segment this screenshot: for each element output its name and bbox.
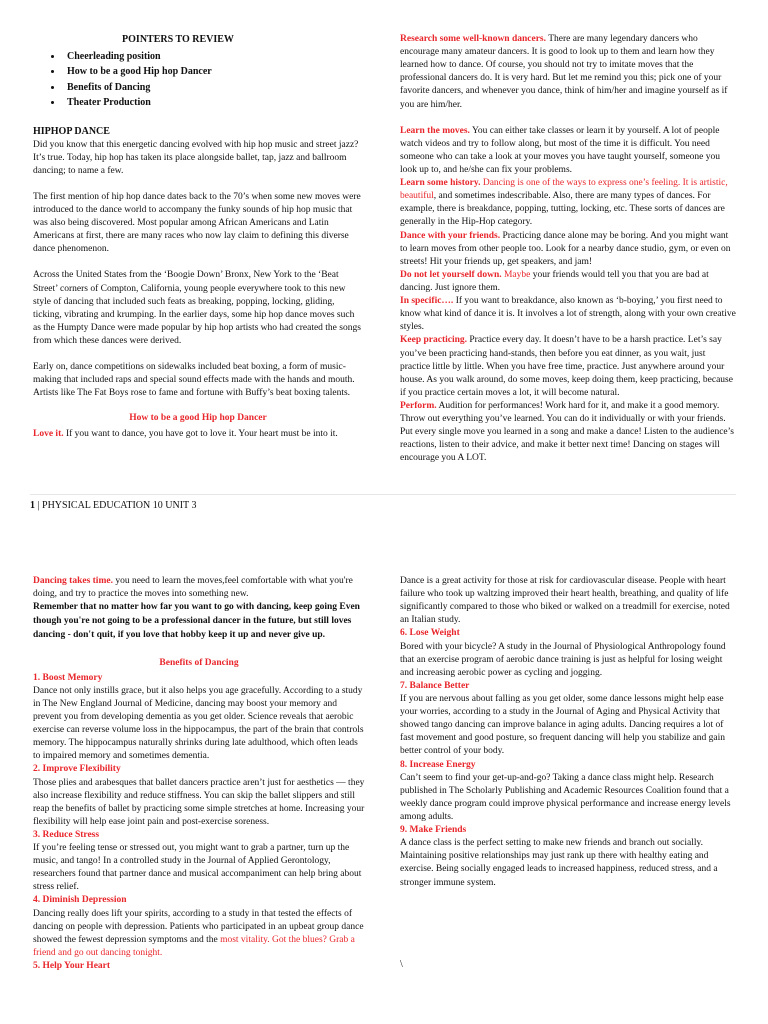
tip-text: There are many legendary dancers who encourage many amateur dancers. It is good to look up to them and learn how they learned how to dance. Of course, you should not try to imitate moves that the professional dancers do. It is very hard. But let me remind you this; pick one of your favorite dancers, and whenever you dance, think of him/her and imagine yourself as if you are him/her. bbox=[400, 34, 728, 110]
tip-label: Dance with your friends. bbox=[400, 230, 501, 241]
tip-text: Practice every day. It doesn’t have to be a harsh practice. Let’s say you’ve been practicing hand-stands, then before you eat dinner, as you wait, just practice little by little. When you have free time, practice. Just anywhere around your house. As you walk around, do some moves, keep doing them, keep practicing, because if you practice certain moves a lot, it will become natural. bbox=[400, 335, 733, 398]
tip-text: your friends would tell you that you are bad at dancing. Just ignore them. bbox=[400, 269, 709, 293]
benefit-text: Those plies and arabesques that ballet dancers practice aren’t just for aesthetics — they also increase flexibility and reduce stiffness. You can skip the ballet slippers and still reap the benefits of ballet by practicing some simple stretches at home. Increasing your flexibility will help ease joint pain and post-exercise soreness. bbox=[33, 777, 365, 827]
benefit-text: Bored with your bicycle? A study in the Journal of Physiological Anthropology found that an exercise program of aerobic dance training is just as helpful for losing weight and increasing aerobic power as cycling and jogging. bbox=[400, 641, 726, 678]
benefit-heading: 9. Make Friends bbox=[400, 825, 467, 836]
page-2 bbox=[0, 520, 768, 1024]
tip-label: Learn some history. bbox=[400, 178, 481, 189]
remember-text: Remember that no matter how far you want to go with dancing, keep going Even though you're not going to be a professional dancer in the future, but still loves dancing - don't quit, if you love that hobby keep it up and never give up. bbox=[33, 602, 360, 640]
tip-text: If you want to breakdance, also known as ‘b-boying,’ you first need to know what kind of dance it is. It involves a lot of strength, along with your own creative styles. bbox=[400, 296, 736, 333]
paragraph: Across the United States from the ‘Boogie Down’ Bronx, New York to the ‘Beat Street’ corners of Compton, California, young people everywhere took to this new style of dancing that included such feats as breaking, popping, locking, gliding, ticking, vibrating and krumping. In the earlier days, some hip hop dance moves such as the Humpty Dance were made popular by hip hop artists who had created the songs from which these dances were derived. bbox=[33, 270, 361, 347]
tip-letdown bbox=[400, 269, 736, 295]
hiphop-heading: HIPHOP DANCE bbox=[33, 125, 110, 137]
paragraph: Early on, dance competitions on sidewalks included beat boxing, a form of music-making that included raps and special sound effects made with the hands and mouth. Artists like The Fat Boys rose to fame and fortune with Buffy’s beat boxing talents. bbox=[33, 362, 355, 399]
tip-label: Keep practicing. bbox=[400, 335, 468, 346]
footer-page-number: 1 bbox=[30, 500, 35, 511]
pointer-item: • How to be a good Hip hop Dancer bbox=[63, 64, 363, 80]
pointers-title: POINTERS TO REVIEW bbox=[122, 34, 234, 45]
benefit-text: Dance is a great activity for those at risk for cardiovascular disease. People with heart failure who took up waltzing improved their heart health, breathing, and quality of life significantly compared to those who biked or walked on a treadmill for exercise, noted an Italian study. bbox=[400, 576, 730, 626]
tip-label: Do not let yourself down. bbox=[400, 269, 502, 280]
tip-history bbox=[400, 177, 736, 229]
tip-research bbox=[400, 33, 736, 112]
tip-perform bbox=[400, 400, 736, 466]
tip-time bbox=[33, 575, 365, 601]
page1-right-column bbox=[400, 33, 736, 466]
page1-left-column bbox=[33, 33, 363, 441]
benefit-heading: 4. Diminish Depression bbox=[33, 895, 127, 906]
benefit-heading: 1. Boost Memory bbox=[33, 672, 103, 683]
page2-left-column bbox=[33, 575, 365, 973]
benefit-red-text: most vitality. Got the blues? Grab a friend and go out dancing tonight. bbox=[33, 934, 355, 958]
tip-friends bbox=[400, 230, 736, 269]
benefit-text-part: Dancing really does lift your spirits, according to a study in that tested the effects of dancing on people with depression. Patients who participated in an upbeat group dance showed the fewest depression symptoms and the bbox=[33, 908, 364, 945]
tip-text: Audition for performances! Work hard for it, and make it a good memory. Throw out everything you’ve learned. You can do it individually or with your friends. Put every single move you learned in a song and make a dance! Listen to the audience’s reactions, listen to their advice, and make it better next time! Dancing on stages will encourage you A LOT. bbox=[400, 400, 734, 464]
tip-learn bbox=[400, 125, 736, 177]
pointer-item: • Cheerleading position bbox=[63, 49, 363, 65]
benefit-text bbox=[33, 908, 365, 960]
benefits-heading: Benefits of Dancing bbox=[159, 657, 239, 668]
benefit-heading: 2. Improve Flexibility bbox=[33, 764, 121, 775]
tip-text: you need to learn the moves,feel comfortable with what you're doing, and try to practice the moves into something new. bbox=[33, 576, 353, 600]
pointer-item: • Theater Production bbox=[63, 95, 363, 111]
page-footer bbox=[30, 499, 196, 513]
tip-label: In specific…. bbox=[400, 296, 454, 307]
tip-label: Learn the moves. bbox=[400, 125, 470, 136]
footer-text: | PHYSICAL EDUCATION 10 UNIT 3 bbox=[35, 500, 197, 511]
tip-label: Dancing takes time. bbox=[33, 576, 113, 586]
benefit-heading: 6. Lose Weight bbox=[400, 628, 460, 639]
benefit-text: If you are nervous about falling as you get older, some dance lessons might help ease your worries, according to a study in the Journal of Aging and Physical Activity that showed tango dancing can improve balance in aging adults. Dancing requires a lot of fast movement and good posture, so frequent dancing will help you stabilize and gain better control of your body. bbox=[400, 693, 726, 757]
tip-text: If you want to dance, you have got to love it. Your heart must be into it. bbox=[63, 428, 338, 439]
stray-backslash: \ bbox=[400, 959, 403, 970]
tip-label: Perform. bbox=[400, 400, 437, 411]
benefit-text: A dance class is the perfect setting to make new friends and branch out socially. Maintaining positive relationships may just rank up there with healthy eating and exercise. Being socially engaged leads to increased happiness, reduced stress, and a stronger immune system. bbox=[400, 838, 718, 888]
tip-keep bbox=[400, 334, 736, 400]
tip-love bbox=[33, 428, 363, 441]
benefit-heading: 5. Help Your Heart bbox=[33, 961, 111, 972]
paragraph: The first mention of hip hop dance dates back to the 70’s when some new moves were introduced to the dance world to accompany the funky sounds of hip hop music that was also being discovered. Most popular among African Americans and Latin Americans at first, there are many races who now lay claim to defining this diverse dance phenomenon. bbox=[33, 191, 361, 255]
paragraph: Did you know that this energetic dancing evolved with hip hop music and street jazz? It’s true. Today, hip hop has taken its place alongside ballet, tap, jazz and ballroom dancing; to name a few. bbox=[33, 139, 359, 176]
pointers-list bbox=[33, 49, 363, 111]
tip-red-text: Maybe bbox=[501, 269, 531, 280]
benefit-text: Dance not only instills grace, but it also helps you age gracefully. According to a study in The New England Journal of Medicine, dancing may boost your memory and prevent you from developing dementia as you get older. Science reveals that aerobic exercise can reverse volume loss in the hippocampus, the part of the brain that controls memory. The hippocampus naturally shrinks during late adulthood, which often leads to impaired memory and sometimes dementia. bbox=[33, 685, 364, 762]
benefit-heading: 3. Reduce Stress bbox=[33, 829, 100, 840]
tip-text: , and sometimes indescribable. Also, there are many types of dances. For example, there is breakdance, popping, tutting, locking, etc. These sorts of dances are generally in the Hip-Hop category. bbox=[400, 191, 725, 228]
benefit-heading: 8. Increase Energy bbox=[400, 759, 476, 770]
page2-right-column bbox=[400, 575, 736, 890]
tip-label: Love it. bbox=[33, 428, 64, 439]
howto-heading: How to be a good Hip hop Dancer bbox=[129, 413, 267, 424]
tip-specific bbox=[400, 295, 736, 334]
pointer-item: • Benefits of Dancing bbox=[63, 80, 363, 96]
tip-text: You can either take classes or learn it by yourself. A lot of people watch videos and try to follow along, but most of the time it is difficult. You need someone who can take a look at your moves you have taught yourself, someone you look up to, and he/she can fix your problems. bbox=[400, 125, 721, 175]
benefit-text: If you’re feeling tense or stressed out, you might want to grab a partner, turn up the music, and tango! In a controlled study in the Journal of Applied Gerontology, researchers found that partner dance and musical accompaniment can help bring about stress relief. bbox=[33, 843, 362, 893]
tip-red-text: Dancing is one of the ways to express one’s feeling. It is artistic, beautiful bbox=[400, 178, 728, 202]
benefit-heading: 7. Balance Better bbox=[400, 680, 470, 691]
tip-text: Practicing dance alone may be boring. And you might want to learn moves from other people too. Look for a nearby dance studio, gym, or even on streets! Hit your friends up, get speakers, and jam! bbox=[400, 230, 731, 267]
benefit-text: Can’t seem to find your get-up-and-go? Taking a dance class might help. Research published in The Scholarly Publishing and Academic Resources Coalition found that a weekly dance program could improve physical performance and increase energy levels among adults. bbox=[400, 772, 731, 822]
page-divider bbox=[30, 494, 736, 495]
tip-label: Research some well-known dancers. bbox=[400, 34, 547, 44]
